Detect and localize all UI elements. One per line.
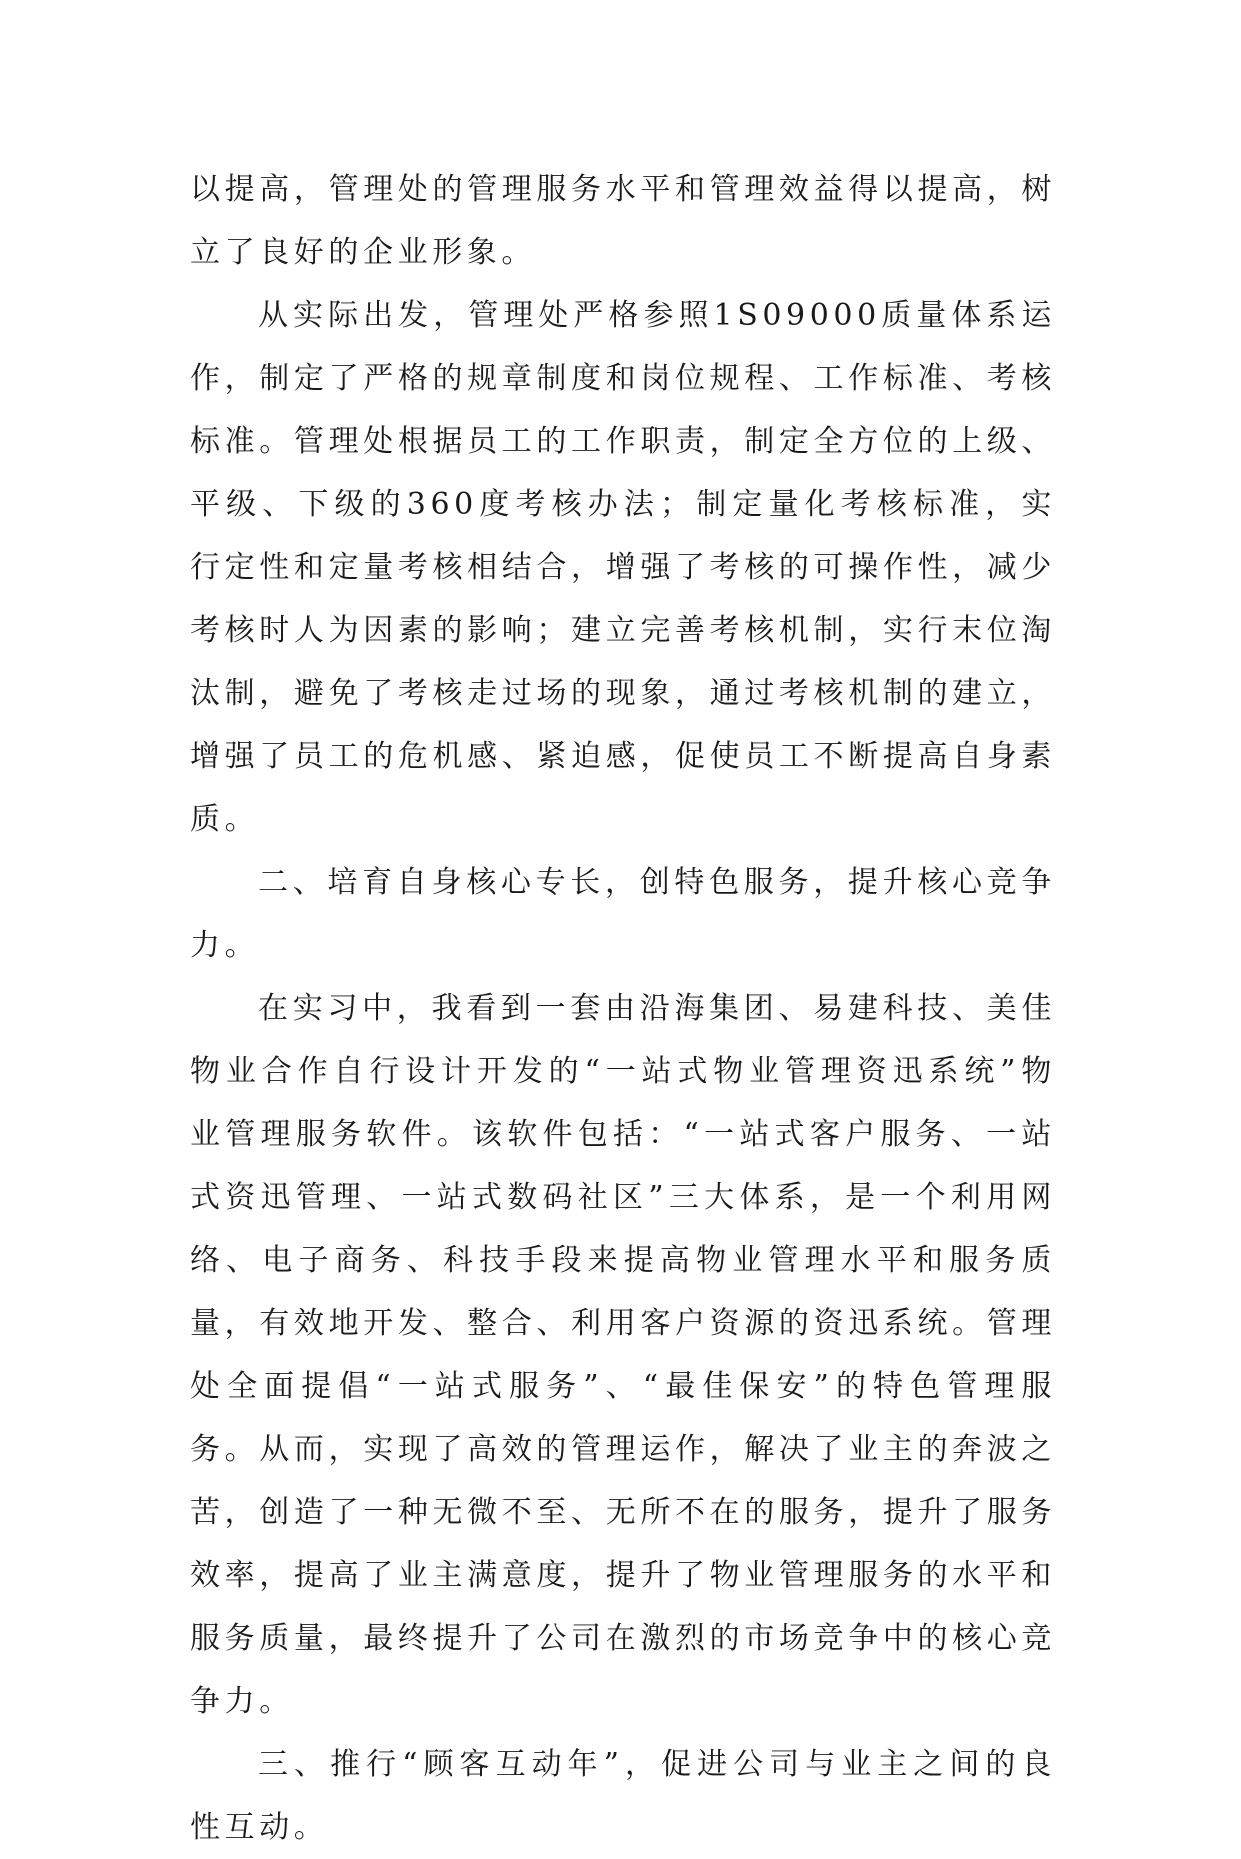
paragraph-2: 从实际出发，管理处严格参照1S09000质量体系运作，制定了严格的规章制度和岗位规程、工作标准、考核标准。管理处根据员工的工作职责，制定全方位的上级、平级、下级的360度考核办法；制定量化考核标准，实行定性和定量考核相结合，增强了考核的可操作性，减少考核时人为因素的影响；建立完善考核机制，实行末位淘汰制，避免了考核走过场的现象，通过考核机制的建立，增强了员工的危机感、紧迫感，促使员工不断提高自身素质。 [190,298,1056,837]
section-heading-2: 二、培育自身核心专长，创特色服务，提升核心竞争力。 [190,865,1056,963]
section-heading-3: 三、推行“顾客互动年”，促进公司与业主之间的良性互动。 [190,1747,1056,1845]
paragraph-1: 以提高，管理处的管理服务水平和管理效益得以提高，树立了良好的企业形象。 [190,172,1056,270]
document-body [190,158,1056,1859]
paragraph-3: 在实习中，我看到一套由沿海集团、易建科技、美佳物业合作自行设计开发的“一站式物业管理资迅系统”物业管理服务软件。该软件包括：“一站式客户服务、一站式资迅管理、一站式数码社区”三大体系，是一个利用网络、电子商务、科技手段来提高物业管理水平和服务质量，有效地开发、整合、利用客户资源的资迅系统。管理处全面提倡“一站式服务”、“最佳保安”的特色管理服务。从而，实现了高效的管理运作，解决了业主的奔波之苦，创造了一种无微不至、无所不在的服务，提升了服务效率，提高了业主满意度，提升了物业管理服务的水平和服务质量，最终提升了公司在激烈的市场竞争中的核心竞争力。 [190,991,1056,1719]
